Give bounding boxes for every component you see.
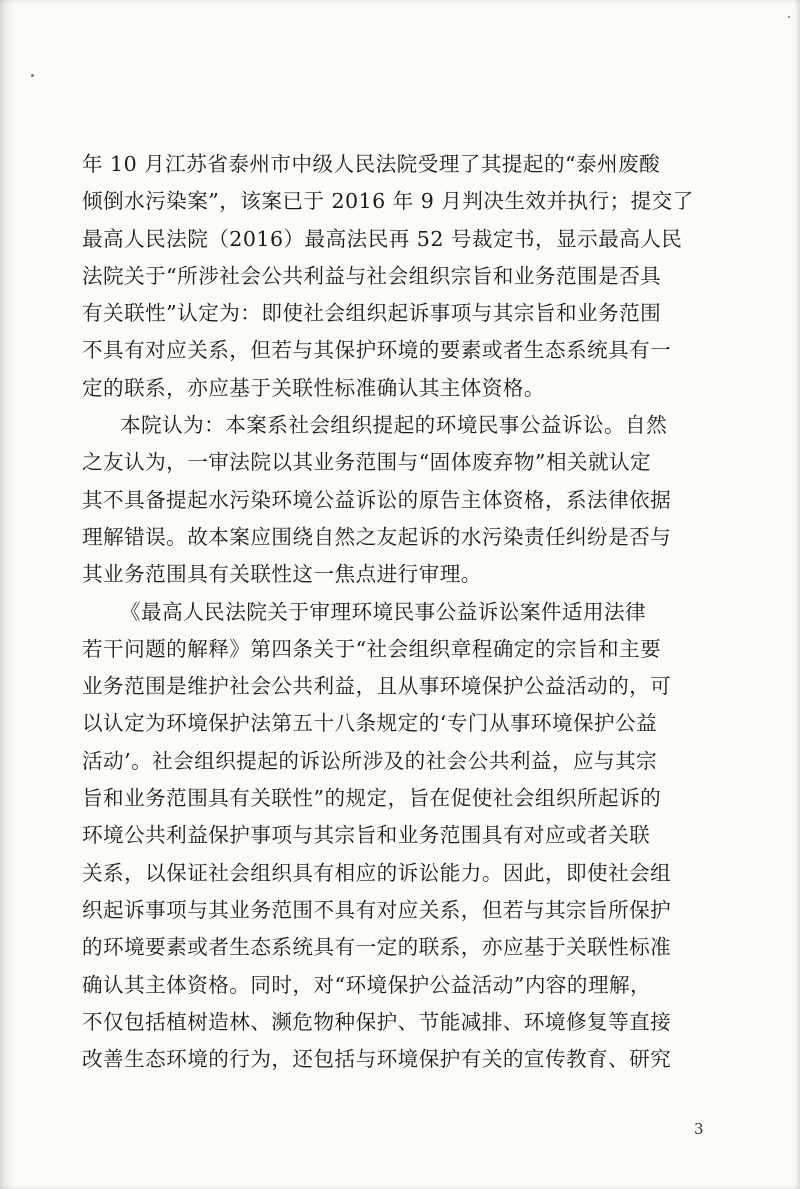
text-line: 不具有对应关系，但若与其保护环境的要素或者生态系统具有一 (82, 338, 672, 363)
text-line: 业务范围是维护社会公共利益，且从事环境保护公益活动的，可 (82, 674, 672, 699)
scan-shadow-right (794, 0, 800, 1189)
text-line: 确认其主体资格。同时，对“环境保护公益活动”内容的理解， (82, 972, 652, 997)
text-line: 关系，以保证社会组织具有相应的诉讼能力。因此，即使社会组 (82, 860, 672, 885)
text-line: 旨和业务范围具有关联性”的规定，旨在促使社会组织所起诉的 (82, 786, 662, 811)
text-line: 若干问题的解释》第四条关于“社会组织章程确定的宗旨和主要 (82, 636, 662, 661)
text-line: 有关联性”认定为：即使社会组织起诉事项与其宗旨和业务范围 (82, 301, 662, 326)
body-text (82, 146, 716, 1078)
text-line: 活动’。社会组织提起的诉讼所涉及的社会公共利益，应与其宗 (82, 748, 658, 773)
scan-speck (788, 16, 790, 18)
text-line: 其业务范围具有关联性这一焦点进行审理。 (82, 562, 482, 587)
text-line: 倾倒水污染案”，该案已于 2016 年 9 月判决生效并执行；提交了 (82, 189, 694, 214)
text-line: 以认定为环境保护法第五十八条规定的‘专门从事环境保护公益 (82, 711, 658, 736)
text-line: 其不具备提起水污染环境公益诉讼的原告主体资格，系法律依据 (82, 487, 672, 512)
paragraph-start-line: 本院认为：本案系社会组织提起的环境民事公益诉讼。自然 (120, 413, 668, 438)
scan-shadow-left (0, 0, 14, 1189)
scan-speck (31, 74, 34, 77)
text-line: 理解错误。故本案应围绕自然之友起诉的水污染责任纠纷是否与 (82, 524, 672, 549)
text-line: 年 10 月江苏省泰州市中级人民法院受理了其提起的“泰州废酸 (82, 152, 661, 176)
text-line: 最高人民法院（2016）最高法民再 52 号裁定书，显示最高人民 (82, 226, 683, 251)
text-line: 不仅包括植树造林、濒危物种保护、节能减排、环境修复等直接 (82, 1009, 672, 1034)
text-line: 定的联系，亦应基于关联性标准确认其主体资格。 (82, 375, 545, 400)
paragraph-start-line: 《最高人民法院关于审理环境民事公益诉讼案件适用法律 (120, 599, 647, 624)
text-line: 法院关于“所涉社会公共利益与社会组织宗旨和业务范围是否具 (82, 263, 662, 288)
text-line: 之友认为，一审法院以其业务范围与“固体废弃物”相关就认定 (82, 450, 652, 475)
text-line: 改善生态环境的行为，还包括与环境保护有关的宣传教育、研究 (82, 1047, 672, 1072)
page-number: 3 (694, 1120, 704, 1138)
text-line: 环境公共利益保护事项与其宗旨和业务范围具有对应或者关联 (82, 823, 651, 848)
text-line: 织起诉事项与其业务范围不具有对应关系，但若与其宗旨所保护 (82, 897, 672, 922)
text-line: 的环境要素或者生态系统具有一定的联系，亦应基于关联性标准 (82, 935, 672, 960)
